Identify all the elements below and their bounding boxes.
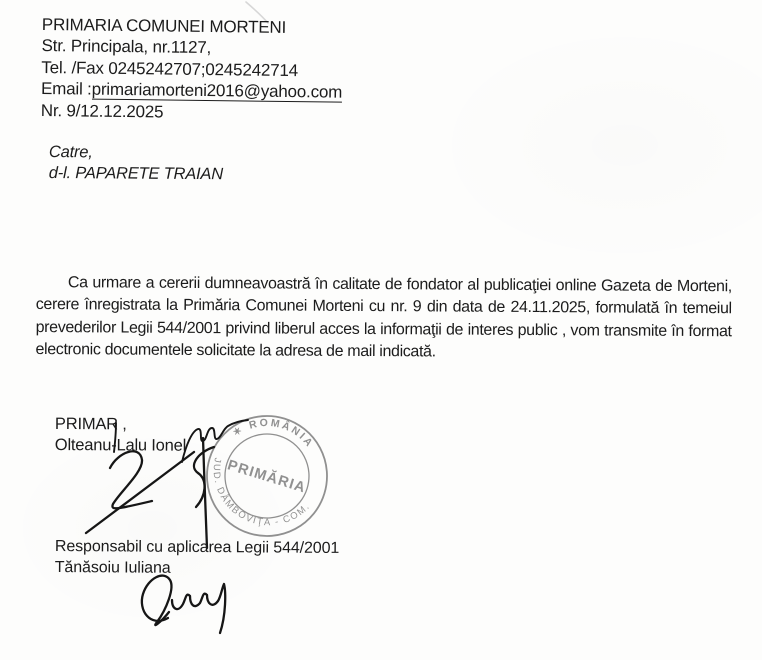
recipient-block (49, 142, 223, 185)
responsible-title: Responsabil cu aplicarea Legii 544/2001 (54, 538, 340, 557)
address-line: Str. Principala, nr.1127, (41, 36, 212, 58)
stamp-bottom-arc-text: JUD. DÂMBOVIŢA - COM. (210, 456, 313, 529)
recipient-name-line: d-l. PAPARETE TRAIAN (48, 163, 224, 184)
email-address: primariamorteni2016@yahoo.com (91, 79, 343, 102)
organization-name: PRIMARIA COMUNEI MORTENI (41, 14, 287, 37)
letterhead (41, 14, 343, 125)
stamp-center-text: PRIMĂRIA (225, 457, 308, 497)
mayor-title: PRIMAR , (54, 415, 127, 434)
mayor-handwritten-signature (70, 415, 270, 555)
mayor-name: Olteanu-Lalu Ionel (54, 435, 187, 455)
body-paragraph: Ca urmare a cererii dumneavoastră în calitate de fondator al publicaţiei online Gazeta de Morteni, cerere înregistrata la Primăria Comunei Morteni cu nr. 9 din data de 24.11.2025, formulată în temeiul prevederilor Legii 544/2001 privind liberul acces la informaţii de interes public , vom transmite în format electronic documentele solicitate la adresa de mail indicată. (35, 274, 732, 361)
phone-fax-line: Tel. /Fax 0245242707;0245242714 (41, 57, 299, 80)
reference-number-line: Nr. 9/12.12.2025 (40, 100, 164, 122)
email-label: Email : (40, 79, 92, 99)
stamp-top-arc-text: ✶ ROMÂNIA (230, 416, 317, 451)
salutation-line: Catre, (48, 142, 93, 162)
responsible-name: Tănăsoiu Iuliana (54, 558, 171, 577)
responsible-handwritten-signature (125, 563, 245, 641)
